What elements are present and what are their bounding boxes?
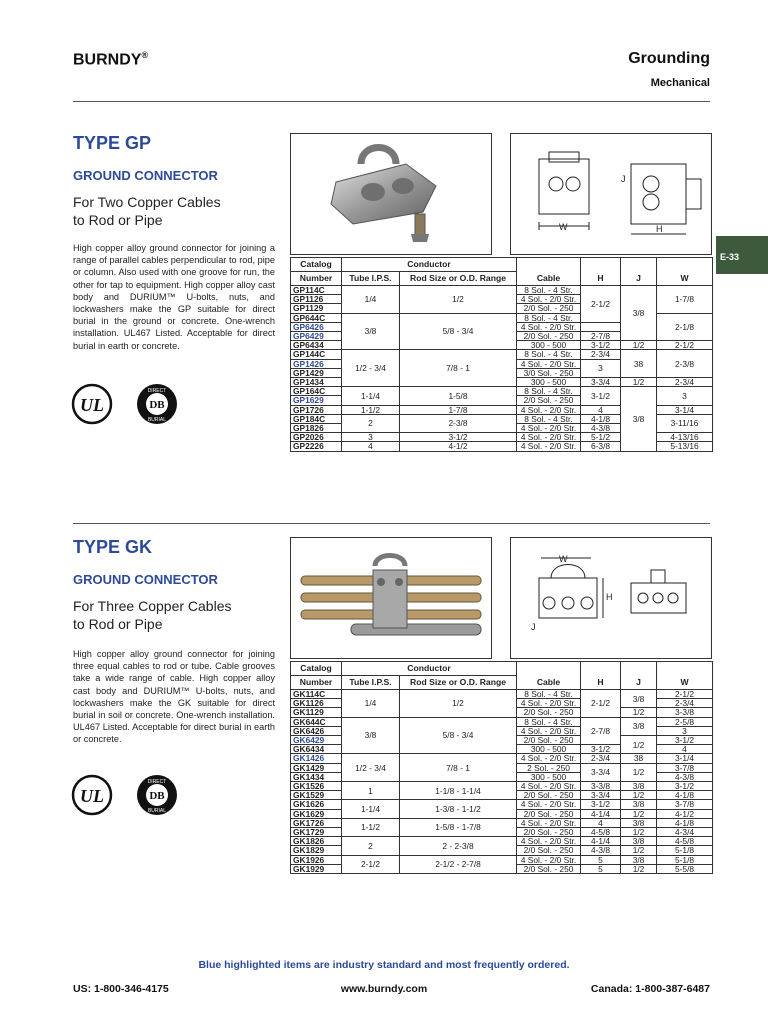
gp-cell-num: GP6429 xyxy=(291,332,342,341)
gk-cell-cable: 2/0 Sol. - 250 xyxy=(517,846,581,855)
gk-cell-w: 4-1/8 xyxy=(657,791,713,800)
gp-cell-tube: 1-1/4 xyxy=(342,387,400,405)
gk-cell-w: 3 xyxy=(657,726,713,735)
gp-cell-w: 2-3/4 xyxy=(657,378,713,387)
gk-diagram-w-label: W xyxy=(559,554,568,564)
gk-cell-w: 3-1/2 xyxy=(657,736,713,745)
gk-cell-w: 3-7/8 xyxy=(657,763,713,772)
gk-cell-num: GK1926 xyxy=(291,855,342,864)
gk-cell-cable: 4 Sol. - 2/0 Str. xyxy=(517,818,581,827)
gk-cell-num: GK1826 xyxy=(291,837,342,846)
gp-cell-cable: 8 Sol. - 4 Str. xyxy=(517,414,581,423)
gk-header-tube: Tube I.P.S. xyxy=(342,676,400,690)
gk-cell-cable: 2 Sol. - 250 xyxy=(517,763,581,772)
gk-tagline xyxy=(73,597,231,633)
gp-cell-cable: 8 Sol. - 4 Str. xyxy=(517,350,581,359)
gp-cell-w: 2-1/2 xyxy=(657,341,713,350)
gk-cell-h: 4 xyxy=(581,818,621,827)
gp-header-j: J xyxy=(621,272,657,286)
gp-cell-w: 2-3/8 xyxy=(657,350,713,378)
gp-cell-num: GP6426 xyxy=(291,322,342,331)
gk-cell-w: 4-5/8 xyxy=(657,837,713,846)
gk-cell-j: 3/8 xyxy=(621,855,657,864)
gk-type-title: TYPE GK xyxy=(73,537,153,557)
gp-cell-cable: 8 Sol. - 4 Str. xyxy=(517,286,581,295)
gp-cell-cable: 300 - 500 xyxy=(517,378,581,387)
gk-cell-cable: 4 Sol. - 2/0 Str. xyxy=(517,855,581,864)
gp-cell-rod: 1/2 xyxy=(400,286,517,314)
gp-cell-h: 3-3/4 xyxy=(581,378,621,387)
brand-logo xyxy=(73,50,148,69)
gp-cell-cable: 3/0 Sol. - 250 xyxy=(517,368,581,377)
direct-burial-logo xyxy=(136,774,178,816)
gp-cell-rod: 3-1/2 xyxy=(400,433,517,442)
gp-cell-tube: 1/2 - 3/4 xyxy=(342,350,400,387)
gp-cell-cable: 8 Sol. - 4 Str. xyxy=(517,387,581,396)
gp-cell-cable: 4 Sol. - 2/0 Str. xyxy=(517,359,581,368)
gp-cell-num: GP144C xyxy=(291,350,342,359)
gk-cell-tube: 2-1/2 xyxy=(342,855,400,873)
ul-listed-logo xyxy=(71,774,113,816)
logo-burial-text: BURIAL xyxy=(147,417,167,423)
gp-cell-w: 1-7/8 xyxy=(657,286,713,314)
gp-tagline-line-1: For Two Copper Cables xyxy=(73,194,221,210)
gk-sub-title: GROUND CONNECTOR xyxy=(73,572,218,587)
gk-cell-w: 3-3/8 xyxy=(657,708,713,717)
gp-cell-tube: 3/8 xyxy=(342,313,400,350)
gk-cell-rod: 1-1/8 - 1-1/4 xyxy=(400,782,517,800)
gk-diagram-h-label: H xyxy=(606,592,613,602)
gk-cell-w: 2-1/2 xyxy=(657,690,713,699)
gp-cell-h xyxy=(581,322,621,331)
gk-cell-j: 1/2 xyxy=(621,846,657,855)
website-link[interactable]: www.burndy.com xyxy=(340,983,428,995)
gk-cell-j: 3/8 xyxy=(621,690,657,708)
gp-cell-tube: 1/4 xyxy=(342,286,400,314)
ul-logo-text: UL xyxy=(80,395,104,415)
gk-cell-num: GK1729 xyxy=(291,828,342,837)
gp-cell-h: 2-1/2 xyxy=(581,286,621,323)
gk-cell-num: GK1929 xyxy=(291,864,342,873)
gk-cell-h: 5 xyxy=(581,864,621,873)
category-title: Grounding xyxy=(628,50,710,67)
gp-cell-h: 4 xyxy=(581,405,621,414)
gp-cell-num: GP1129 xyxy=(291,304,342,313)
gp-cell-w: 5-13/16 xyxy=(657,442,713,451)
gp-cell-num: GP1429 xyxy=(291,368,342,377)
brand-name: BURNDY xyxy=(73,51,142,69)
gp-cell-cable: 2/0 Sol. - 250 xyxy=(517,332,581,341)
gk-cell-rod: 7/8 - 1 xyxy=(400,754,517,782)
standard-items-note: Blue highlighted items are industry standard and most frequently ordered. xyxy=(198,959,570,971)
gp-cell-tube: 1-1/2 xyxy=(342,405,400,414)
gk-cell-w: 3-1/4 xyxy=(657,754,713,763)
gk-cell-w: 4-1/8 xyxy=(657,818,713,827)
gk-cell-num: GK1726 xyxy=(291,818,342,827)
gp-cell-cable: 4 Sol. - 2/0 Str. xyxy=(517,322,581,331)
gp-cell-cable: 2/0 Sol. - 250 xyxy=(517,304,581,313)
gk-cell-rod: 2 - 2-3/8 xyxy=(400,837,517,855)
gp-cell-rod: 4-1/2 xyxy=(400,442,517,451)
gk-cell-j: 1/2 xyxy=(621,809,657,818)
gp-cell-num: GP2026 xyxy=(291,433,342,442)
gp-header-tube: Tube I.P.S. xyxy=(342,272,400,286)
section-divider xyxy=(73,523,710,524)
gk-cell-w: 3-7/8 xyxy=(657,800,713,809)
gk-cell-cable: 2/0 Sol. - 250 xyxy=(517,828,581,837)
gk-diagram-j-label: J xyxy=(531,622,536,632)
gp-header-cable: Cable xyxy=(517,272,581,286)
gk-cell-num: GK1426 xyxy=(291,754,342,763)
gk-cell-num: GK1529 xyxy=(291,791,342,800)
page-tab xyxy=(716,236,768,274)
gp-cell-cable: 2/0 Sol. - 250 xyxy=(517,396,581,405)
gk-cell-cable: 2/0 Sol. - 250 xyxy=(517,708,581,717)
gk-cell-cable: 300 - 500 xyxy=(517,745,581,754)
header-divider xyxy=(73,101,710,102)
gk-cell-j: 1/2 xyxy=(621,864,657,873)
gk-cell-h: 4-3/8 xyxy=(581,846,621,855)
gp-cell-j: 3/8 xyxy=(621,387,657,451)
gk-header-conductor: Conductor xyxy=(342,662,517,676)
gk-cell-tube: 1-1/4 xyxy=(342,800,400,818)
gk-header-catalog: Catalog xyxy=(291,662,342,676)
gk-cell-cable: 4 Sol. - 2/0 Str. xyxy=(517,726,581,735)
gk-cell-num: GK1434 xyxy=(291,772,342,781)
gp-cell-num: GP1126 xyxy=(291,295,342,304)
gp-type-title: TYPE GP xyxy=(73,133,152,153)
gk-cell-h: 3-1/2 xyxy=(581,745,621,754)
gk-cell-num: GK1526 xyxy=(291,782,342,791)
gk-cell-w: 5-1/8 xyxy=(657,855,713,864)
table-row xyxy=(291,818,713,827)
gk-cell-num: GK1626 xyxy=(291,800,342,809)
gk-cell-j: 1/2 xyxy=(621,736,657,754)
gp-cell-h: 3 xyxy=(581,359,621,377)
gk-cell-j: 1/2 xyxy=(621,828,657,837)
gp-cell-num: GP1826 xyxy=(291,424,342,433)
gk-cell-w: 3-1/2 xyxy=(657,782,713,791)
gk-cell-j: 3/8 xyxy=(621,800,657,809)
gk-cell-num: GK6429 xyxy=(291,736,342,745)
table-row xyxy=(291,754,713,763)
gp-cell-h: 2-3/4 xyxy=(581,350,621,359)
ul-listed-logo xyxy=(71,383,113,425)
gp-cell-j: 1/2 xyxy=(621,378,657,387)
gp-cell-num: GP184C xyxy=(291,414,342,423)
gk-cell-w: 4-1/2 xyxy=(657,809,713,818)
gk-cell-num: GK114C xyxy=(291,690,342,699)
gp-cell-h: 3-1/2 xyxy=(581,387,621,405)
gk-cell-cable: 4 Sol. - 2/0 Str. xyxy=(517,699,581,708)
gp-cell-num: GP114C xyxy=(291,286,342,295)
gk-cell-j: 1/2 xyxy=(621,791,657,800)
gp-cell-h: 6-3/8 xyxy=(581,442,621,451)
gp-tagline xyxy=(73,193,221,229)
page-tab-label: E-33 xyxy=(720,252,740,262)
gp-cell-tube: 2 xyxy=(342,414,400,432)
gp-header-rod: Rod Size or O.D. Range xyxy=(400,272,517,286)
gk-cell-j: 1/2 xyxy=(621,763,657,781)
gk-cell-w: 4-3/4 xyxy=(657,828,713,837)
gp-cell-w: 2-1/8 xyxy=(657,313,713,341)
table-row xyxy=(291,782,713,791)
gk-cell-cable: 2/0 Sol. - 250 xyxy=(517,791,581,800)
gk-cell-cable: 2/0 Sol. - 250 xyxy=(517,736,581,745)
gk-cell-h: 4-1/4 xyxy=(581,837,621,846)
table-row xyxy=(291,387,713,396)
gk-header-number: Number xyxy=(291,676,342,690)
gp-cell-rod: 2-3/8 xyxy=(400,414,517,432)
gk-cell-j: 3/8 xyxy=(621,818,657,827)
gk-header-cable: Cable xyxy=(517,676,581,690)
gk-cell-cable: 8 Sol. - 4 Str. xyxy=(517,717,581,726)
table-row xyxy=(291,286,713,295)
gp-cell-cable: 4 Sol. - 2/0 Str. xyxy=(517,405,581,414)
gk-cell-num: GK1829 xyxy=(291,846,342,855)
gk-cell-rod: 1/2 xyxy=(400,690,517,718)
gk-cell-cable: 2/0 Sol. - 250 xyxy=(517,864,581,873)
gk-header-j: J xyxy=(621,676,657,690)
gk-cell-rod: 1-3/8 - 1-1/2 xyxy=(400,800,517,818)
gk-cell-cable: 4 Sol. - 2/0 Str. xyxy=(517,782,581,791)
gp-header-conductor: Conductor xyxy=(342,258,517,272)
gp-cell-cable: 300 - 500 xyxy=(517,341,581,350)
gk-cell-w: 2-5/8 xyxy=(657,717,713,726)
gk-cell-num: GK1129 xyxy=(291,708,342,717)
gk-cell-num: GK6426 xyxy=(291,726,342,735)
table-row xyxy=(291,350,713,359)
gp-dimension-diagram xyxy=(510,133,712,255)
ul-logo-text: UL xyxy=(80,786,104,806)
gp-cell-tube: 3 xyxy=(342,433,400,442)
gk-cell-h: 2-7/8 xyxy=(581,717,621,745)
gp-cell-cable: 4 Sol. - 2/0 Str. xyxy=(517,295,581,304)
gk-cell-h: 3-1/2 xyxy=(581,800,621,809)
gk-cell-h: 3-3/8 xyxy=(581,782,621,791)
canada-phone: Canada: 1-800-387-6487 xyxy=(590,983,710,995)
gp-cell-num: GP1629 xyxy=(291,396,342,405)
gp-cell-h: 4-3/8 xyxy=(581,424,621,433)
gk-cell-tube: 3/8 xyxy=(342,717,400,754)
gp-spec-table xyxy=(290,257,713,452)
gp-cell-cable: 4 Sol. - 2/0 Str. xyxy=(517,433,581,442)
table-row xyxy=(291,855,713,864)
gk-cell-num: GK644C xyxy=(291,717,342,726)
gk-cell-h: 5 xyxy=(581,855,621,864)
gk-cell-tube: 1/2 - 3/4 xyxy=(342,754,400,782)
table-row xyxy=(291,800,713,809)
gp-cell-num: GP1726 xyxy=(291,405,342,414)
gp-cell-cable: 4 Sol. - 2/0 Str. xyxy=(517,442,581,451)
gp-sub-title: GROUND CONNECTOR xyxy=(73,168,218,183)
gp-cell-num: GP164C xyxy=(291,387,342,396)
us-phone: US: 1-800-346-4175 xyxy=(73,983,169,995)
gp-cell-w: 3-1/4 xyxy=(657,405,713,414)
logo-direct-text: DIRECT xyxy=(147,779,167,785)
gk-header-w: W xyxy=(657,676,713,690)
gk-cell-cable: 300 - 500 xyxy=(517,772,581,781)
gp-cell-num: GP644C xyxy=(291,313,342,322)
gk-cell-h: 4-1/4 xyxy=(581,809,621,818)
logo-direct-text: DIRECT xyxy=(147,388,167,394)
gk-cell-j: 38 xyxy=(621,754,657,763)
gp-cell-w: 3-11/16 xyxy=(657,414,713,432)
gp-cell-j: 3/8 xyxy=(621,286,657,341)
gp-cell-cable: 8 Sol. - 4 Str. xyxy=(517,313,581,322)
gk-cell-cable: 4 Sol. - 2/0 Str. xyxy=(517,754,581,763)
gp-cell-j: 38 xyxy=(621,350,657,378)
gk-header-h: H xyxy=(581,676,621,690)
gp-cell-h: 3-1/2 xyxy=(581,341,621,350)
table-row xyxy=(291,690,713,699)
gk-cell-j: 3/8 xyxy=(621,782,657,791)
gp-header-catalog: Catalog xyxy=(291,258,342,272)
gp-cell-h: 4-1/8 xyxy=(581,414,621,423)
gk-cell-cable: 8 Sol. - 4 Str. xyxy=(517,690,581,699)
gk-cell-w: 5-5/8 xyxy=(657,864,713,873)
gk-cell-tube: 1 xyxy=(342,782,400,800)
table-row xyxy=(291,837,713,846)
gp-diagram-h-label: H xyxy=(656,224,663,234)
gp-cell-w: 4-13/16 xyxy=(657,433,713,442)
gk-cell-h: 3-3/4 xyxy=(581,763,621,781)
gk-tagline-line-1: For Three Copper Cables xyxy=(73,598,232,614)
gk-cell-cable: 2/0 Sol. - 250 xyxy=(517,809,581,818)
gk-cell-j: 3/8 xyxy=(621,837,657,846)
gp-cell-rod: 5/8 - 3/4 xyxy=(400,313,517,350)
gp-description: High copper alloy ground connector for joining a range of parallel cables perpendicular to rod, pipe or column. Also used with one groove for run, the other for tap to equipment. High copper alloy cast body and DURIUM™ U-bolts, nuts, and lockwashers make the GP suitable for direct burial in the ground or concrete. One-wrench installation. UL467 Listed. Acceptable for direct burial in earth or concrete. xyxy=(73,243,275,351)
gp-tagline-line-2: to Rod or Pipe xyxy=(73,212,163,228)
gk-cell-num: GK1429 xyxy=(291,763,342,772)
gk-cell-j: 3/8 xyxy=(621,717,657,735)
gk-cell-h: 3-3/4 xyxy=(581,791,621,800)
direct-burial-logo xyxy=(136,383,178,425)
subcategory-title: Mechanical xyxy=(650,77,710,89)
gk-cell-cable: 4 Sol. - 2/0 Str. xyxy=(517,800,581,809)
gp-cell-num: GP6434 xyxy=(291,341,342,350)
logo-db-text: DB xyxy=(149,790,165,802)
gp-cell-j: 1/2 xyxy=(621,341,657,350)
gk-cell-cable: 4 Sol. - 2/0 Str. xyxy=(517,837,581,846)
gk-dimension-diagram xyxy=(510,537,712,659)
gp-header-number: Number xyxy=(291,272,342,286)
gk-cell-tube: 2 xyxy=(342,837,400,855)
gk-header-rod: Rod Size or O.D. Range xyxy=(400,676,517,690)
gp-cell-num: GP1426 xyxy=(291,359,342,368)
gp-diagram-j-label: J xyxy=(621,174,626,184)
gk-cell-w: 5-1/8 xyxy=(657,846,713,855)
gk-tagline-line-2: to Rod or Pipe xyxy=(73,616,163,632)
gp-cell-num: GP1434 xyxy=(291,378,342,387)
gp-header-w: W xyxy=(657,272,713,286)
gp-product-photo xyxy=(290,133,492,255)
gk-cell-h: 2-3/4 xyxy=(581,754,621,763)
gk-cell-w: 4 xyxy=(657,745,713,754)
gk-spec-table xyxy=(290,661,713,874)
gk-cell-h: 4-5/8 xyxy=(581,828,621,837)
gk-cell-j: 1/2 xyxy=(621,708,657,717)
gp-cell-w: 3 xyxy=(657,387,713,405)
gk-cell-w: 2-3/4 xyxy=(657,699,713,708)
gp-cell-h: 5-1/2 xyxy=(581,433,621,442)
gp-cell-tube: 4 xyxy=(342,442,400,451)
logo-burial-text: BURIAL xyxy=(147,808,167,814)
gp-cell-num: GP2226 xyxy=(291,442,342,451)
registered-mark: ® xyxy=(141,50,149,60)
logo-db-text: DB xyxy=(149,399,165,411)
gk-product-photo xyxy=(290,537,492,659)
gk-cell-rod: 1-5/8 - 1-7/8 xyxy=(400,818,517,836)
gp-header-h: H xyxy=(581,272,621,286)
gp-cell-cable: 4 Sol. - 2/0 Str. xyxy=(517,424,581,433)
gk-cell-tube: 1/4 xyxy=(342,690,400,718)
gp-cell-rod: 1-5/8 xyxy=(400,387,517,405)
gk-cell-rod: 5/8 - 3/4 xyxy=(400,717,517,754)
gk-cell-num: GK1629 xyxy=(291,809,342,818)
gk-cell-num: GK6434 xyxy=(291,745,342,754)
gk-description: High copper alloy ground connector for joining three equal cables to rod or tube. Cable grooves take a wide range of cable. High copper alloy cast body and DURIUM™ U-bolts, nuts, and lockwashers make the GK suitable for direct burial in soil or concrete. One-wrench installation. UL467 Listed. Acceptable for direct burial in earth or concrete. xyxy=(73,649,275,745)
gk-cell-rod: 2-1/2 - 2-7/8 xyxy=(400,855,517,873)
gk-cell-w: 4-3/8 xyxy=(657,772,713,781)
table-row xyxy=(291,717,713,726)
gk-cell-num: GK1126 xyxy=(291,699,342,708)
gp-cell-rod: 1-7/8 xyxy=(400,405,517,414)
gp-cell-h: 2-7/8 xyxy=(581,332,621,341)
gk-cell-h: 2-1/2 xyxy=(581,690,621,718)
gp-cell-rod: 7/8 - 1 xyxy=(400,350,517,387)
gp-diagram-w-label: W xyxy=(559,222,568,232)
gk-cell-tube: 1-1/2 xyxy=(342,818,400,836)
